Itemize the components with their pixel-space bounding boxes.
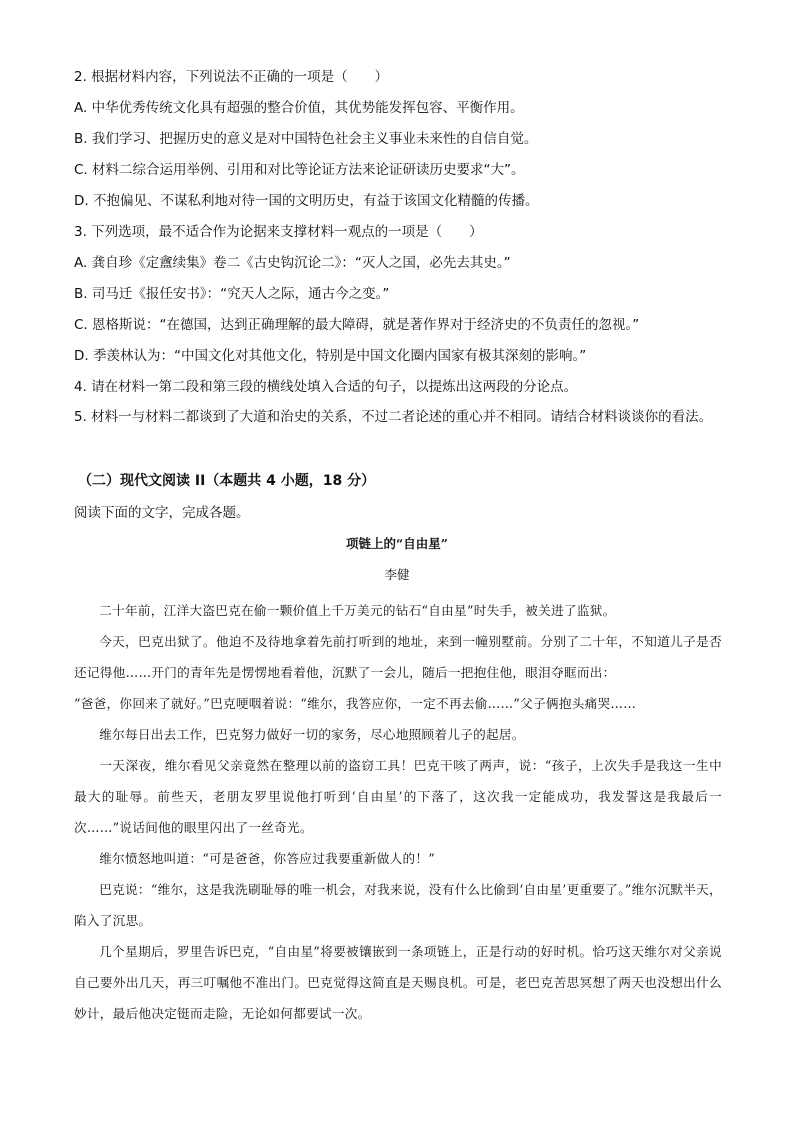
story-paragraph: 维尔每日出去工作，巴克努力做好一切的家务，尽心地照顾着儿子的起居。 bbox=[99, 727, 525, 742]
question-3: 3. 下列选项，最不适合作为论据来支撑材料一观点的一项是（ ） bbox=[74, 224, 483, 240]
question-5: 5. 材料一与材料二都谈到了大道和治史的关系，不过二者论述的重心并不相同。请结合材料谈谈你的看法。 bbox=[74, 409, 713, 425]
story-paragraph: 巴克说：“维尔，这是我洗刷耻辱的唯一机会，对我来说，没有什么比偷到‘自由星’更重要了。”维尔沉默半天，陷入了沉思。 bbox=[74, 882, 722, 928]
question-4: 4. 请在材料一第二段和第三段的横线处填入合适的句子，以提炼出这两段的分论点。 bbox=[74, 379, 578, 395]
story-title: 项链上的“自由星” bbox=[346, 536, 448, 551]
story-paragraph: 几个星期后，罗里告诉巴克，“自由星”将要被镶嵌到一条项链上，正是行动的好时机。恰巧这天维尔对父亲说自己要外出几天，再三叮嘱他不准出门。巴克觉得这简直是天赐良机。可是，老巴克苦思冥想了两天也没想出什么妙计，最后他决定铤而走险，无论如何都要试一次。 bbox=[74, 944, 722, 1021]
question-3-option-d: D. 季羡林认为：“中国文化对其他文化，特别是中国文化圈内国家有极其深刻的影响。” bbox=[74, 348, 587, 364]
question-2-option-c: C. 材料二综合运用举例、引用和对比等论证方法来论证研读历史要求“大”。 bbox=[74, 162, 525, 178]
question-3-option-a: A. 龚自珍《定盦续集》卷二《古史钩沉论二》：“灭人之国，必先去其史。” bbox=[74, 255, 511, 271]
story-paragraph: “爸爸，你回来了就好。”巴克哽咽着说：“维尔，我答应你，一定不再去偷……”父子俩抱头痛哭…… bbox=[74, 696, 637, 711]
section-instruction: 阅读下面的文字，完成各题。 bbox=[74, 505, 250, 521]
story-paragraph: 二十年前，江洋大盗巴克在偷一颗价值上千万美元的钻石“自由星”时失手，被关进了监狱。 bbox=[99, 603, 616, 618]
question-3-option-c: C. 恩格斯说：“在德国，达到正确理解的最大障碍，就是著作界对于经济史的不负责任的忽视。” bbox=[74, 317, 640, 333]
story-paragraph: 今天，巴克出狱了。他迫不及待地拿着先前打听到的地址，来到一幢别墅前。分别了二十年，不知道儿子是否还记得他……开门的青年先是愣愣地看着他，沉默了一会儿，随后一把抱住他，眼泪夺眶而出： bbox=[74, 634, 722, 680]
question-3-option-b: B. 司马迁《报任安书》：“究天人之际，通古今之变。” bbox=[74, 286, 390, 302]
question-2: 2. 根据材料内容，下列说法不正确的一项是（ ） bbox=[74, 69, 389, 85]
section-heading: （二）现代文阅读 II（本题共 4 小题，18 分） bbox=[78, 473, 376, 489]
story-author: 李健 bbox=[384, 567, 410, 582]
question-2-option-a: A. 中华优秀传统文化具有超强的整合价值，其优势能发挥包容、平衡作用。 bbox=[74, 100, 524, 116]
story-paragraph: 一天深夜，维尔看见父亲竟然在整理以前的盗窃工具！巴克干咳了两声，说：“孩子，上次失手是我这一生中最大的耻辱。前些天，老朋友罗里说他打听到‘自由星’的下落了，这次我一定能成功，我发誓这是我最后一次……”说话间他的眼里闪出了一丝奇光。 bbox=[74, 758, 722, 835]
question-2-option-b: B. 我们学习、把握历史的意义是对中国特色社会主义事业未来性的自信自觉。 bbox=[74, 131, 538, 147]
question-2-option-d: D. 不抱偏见、不谋私利地对待一国的文明历史，有益于该国文化精髓的传播。 bbox=[74, 193, 539, 209]
story-paragraph: 维尔愤怒地叫道：“可是爸爸，你答应过我要重新做人的！” bbox=[99, 851, 436, 866]
